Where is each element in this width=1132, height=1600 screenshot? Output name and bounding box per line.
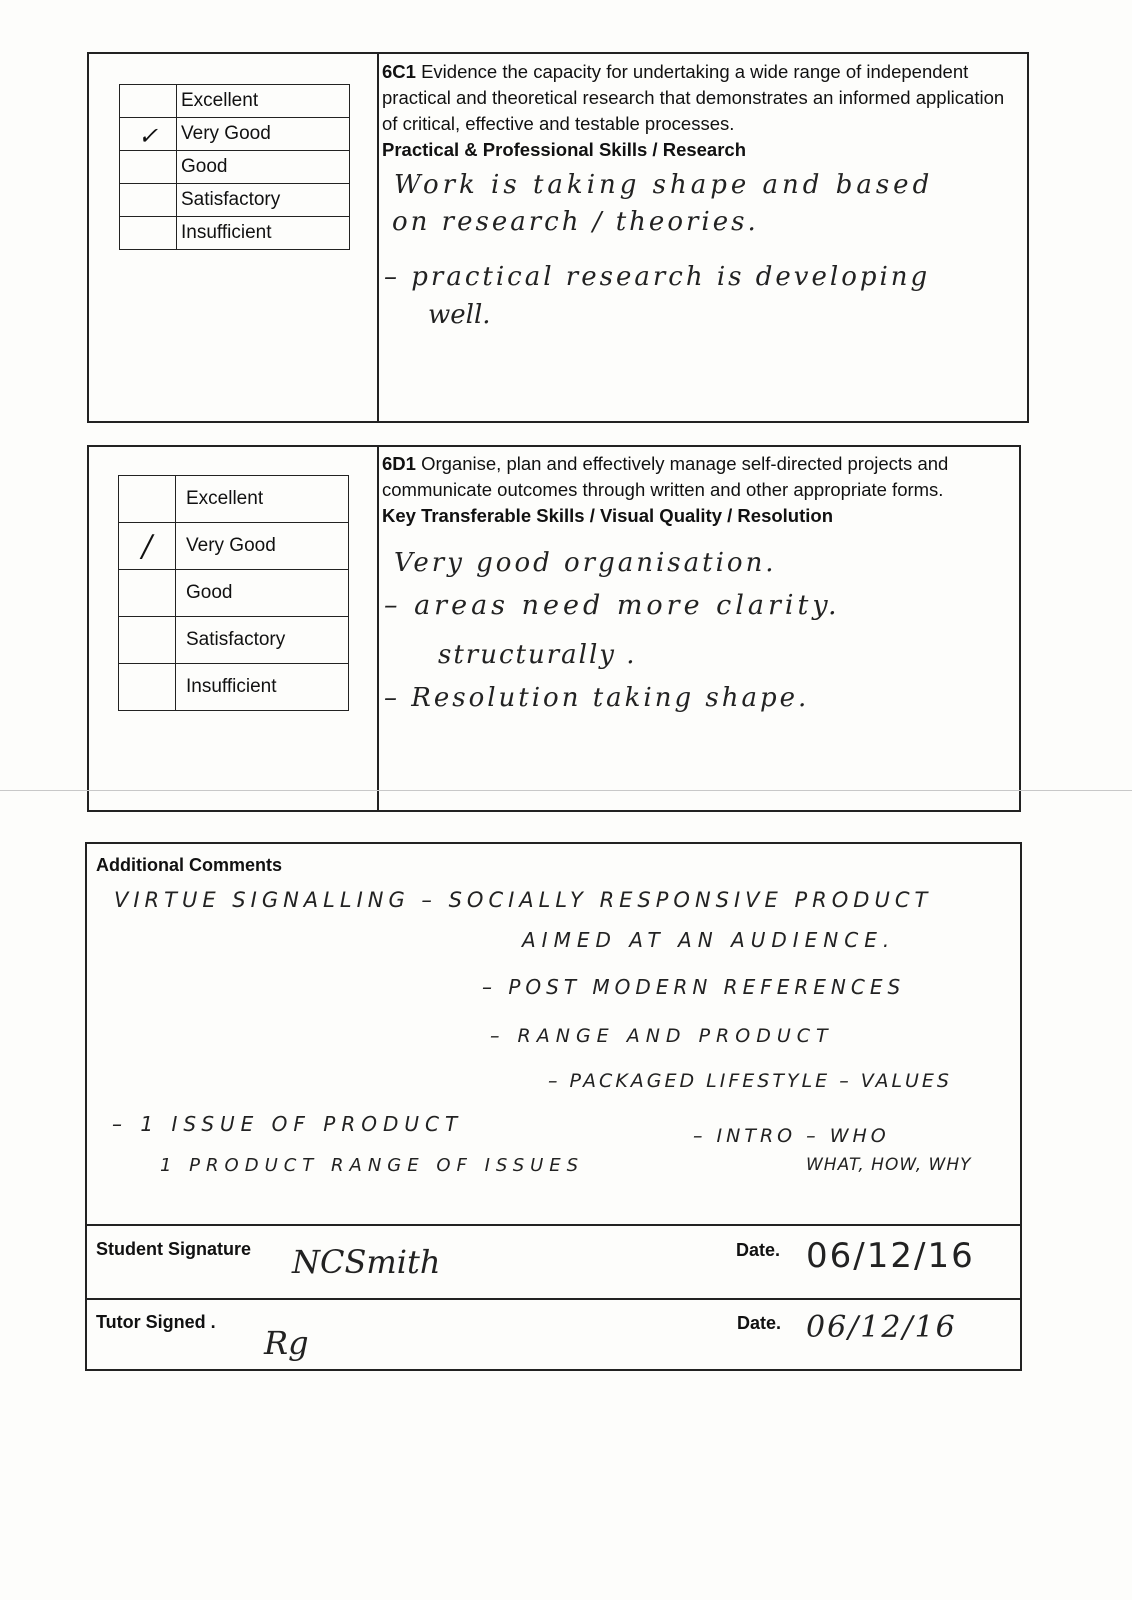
criterion-6c1 <box>382 59 1022 163</box>
comment-line: – POST MODERN REFERENCES <box>482 975 906 999</box>
tick-cell <box>119 664 176 711</box>
comment-line: WHAT, HOW, WHY <box>806 1155 972 1175</box>
comment-line: – 1 ISSUE OF PRODUCT <box>112 1112 464 1136</box>
rating-option: Satisfactory <box>177 184 350 217</box>
comments-signatures-block <box>85 842 1022 1371</box>
rating-option: Good <box>177 151 350 184</box>
tick-cell <box>119 617 176 664</box>
tutor-signature: Rg <box>264 1324 309 1362</box>
criterion-6d1 <box>382 451 1018 529</box>
tick-cell <box>120 184 177 217</box>
tick-cell <box>120 217 177 250</box>
rating-option: Excellent <box>177 85 350 118</box>
rating-option-selected: Very Good <box>176 523 349 570</box>
divider <box>85 1224 1022 1226</box>
tutor-date-label: Date. <box>737 1313 782 1333</box>
comment-line: – RANGE AND PRODUCT <box>490 1025 834 1047</box>
tutor-comment: structurally . <box>438 640 637 670</box>
rating-option: Insufficient <box>177 217 350 250</box>
additional-comments-label: Additional Comments <box>96 855 283 875</box>
criterion-description: Organise, plan and effectively manage self-directed projects and communicate outcomes through written and other appropriate forms. <box>382 453 949 500</box>
student-date-label: Date. <box>736 1240 781 1260</box>
tick-mark: / <box>119 523 176 570</box>
tutor-comment: – areas need more clarity. <box>384 590 841 621</box>
student-date: 06/12/16 <box>806 1236 975 1276</box>
section-6c1-divider <box>377 52 379 423</box>
comment-line: VIRTUE SIGNALLING – SOCIALLY RESPONSIVE PRODUCT <box>114 888 933 912</box>
criterion-description: Evidence the capacity for undertaking a wide range of independent practical and theoretical research that demonstrates an informed application of critical, effective and testable processes. <box>382 61 1005 134</box>
tick-cell <box>120 151 177 184</box>
tutor-comment: – Resolution taking shape. <box>384 683 810 713</box>
tutor-comment: well. <box>428 300 491 330</box>
student-signature-label: Student Signature <box>96 1239 252 1259</box>
tutor-signed-label: Tutor Signed . <box>96 1312 216 1332</box>
paper-fold <box>0 790 1132 791</box>
criterion-code: 6D1 <box>382 453 416 474</box>
tutor-comment: on research / theories. <box>392 207 759 237</box>
criterion-code: 6C1 <box>382 61 416 82</box>
rating-option: Satisfactory <box>176 617 349 664</box>
comment-line: – PACKAGED LIFESTYLE – VALUES <box>548 1070 952 1092</box>
criterion-skills: Key Transferable Skills / Visual Quality / Resolution <box>382 505 834 526</box>
rating-option: Insufficient <box>176 664 349 711</box>
rating-option-selected: Very Good <box>177 118 350 151</box>
section-6d1-divider <box>377 445 379 812</box>
tutor-comment: – practical research is developing <box>384 262 931 292</box>
rating-option: Excellent <box>176 476 349 523</box>
tick-cell <box>119 570 176 617</box>
tick-mark: ✓ <box>120 118 177 151</box>
divider <box>85 1298 1022 1300</box>
tutor-date: 06/12/16 <box>806 1310 957 1345</box>
tick-cell <box>120 85 177 118</box>
tutor-comment: Very good organisation. <box>394 548 777 578</box>
student-signature: NCSmith <box>292 1243 441 1281</box>
tick-cell <box>119 476 176 523</box>
tutor-comment: Work is taking shape and based <box>394 170 934 200</box>
comment-line: 1 PRODUCT RANGE OF ISSUES <box>160 1155 585 1176</box>
comment-line: – INTRO – WHO <box>693 1125 890 1147</box>
rating-option: Good <box>176 570 349 617</box>
comment-line: AIMED AT AN AUDIENCE. <box>522 928 896 952</box>
rating-table-6d1 <box>118 475 349 711</box>
criterion-skills: Practical & Professional Skills / Research <box>382 139 747 160</box>
rating-table-6c1 <box>119 84 350 250</box>
